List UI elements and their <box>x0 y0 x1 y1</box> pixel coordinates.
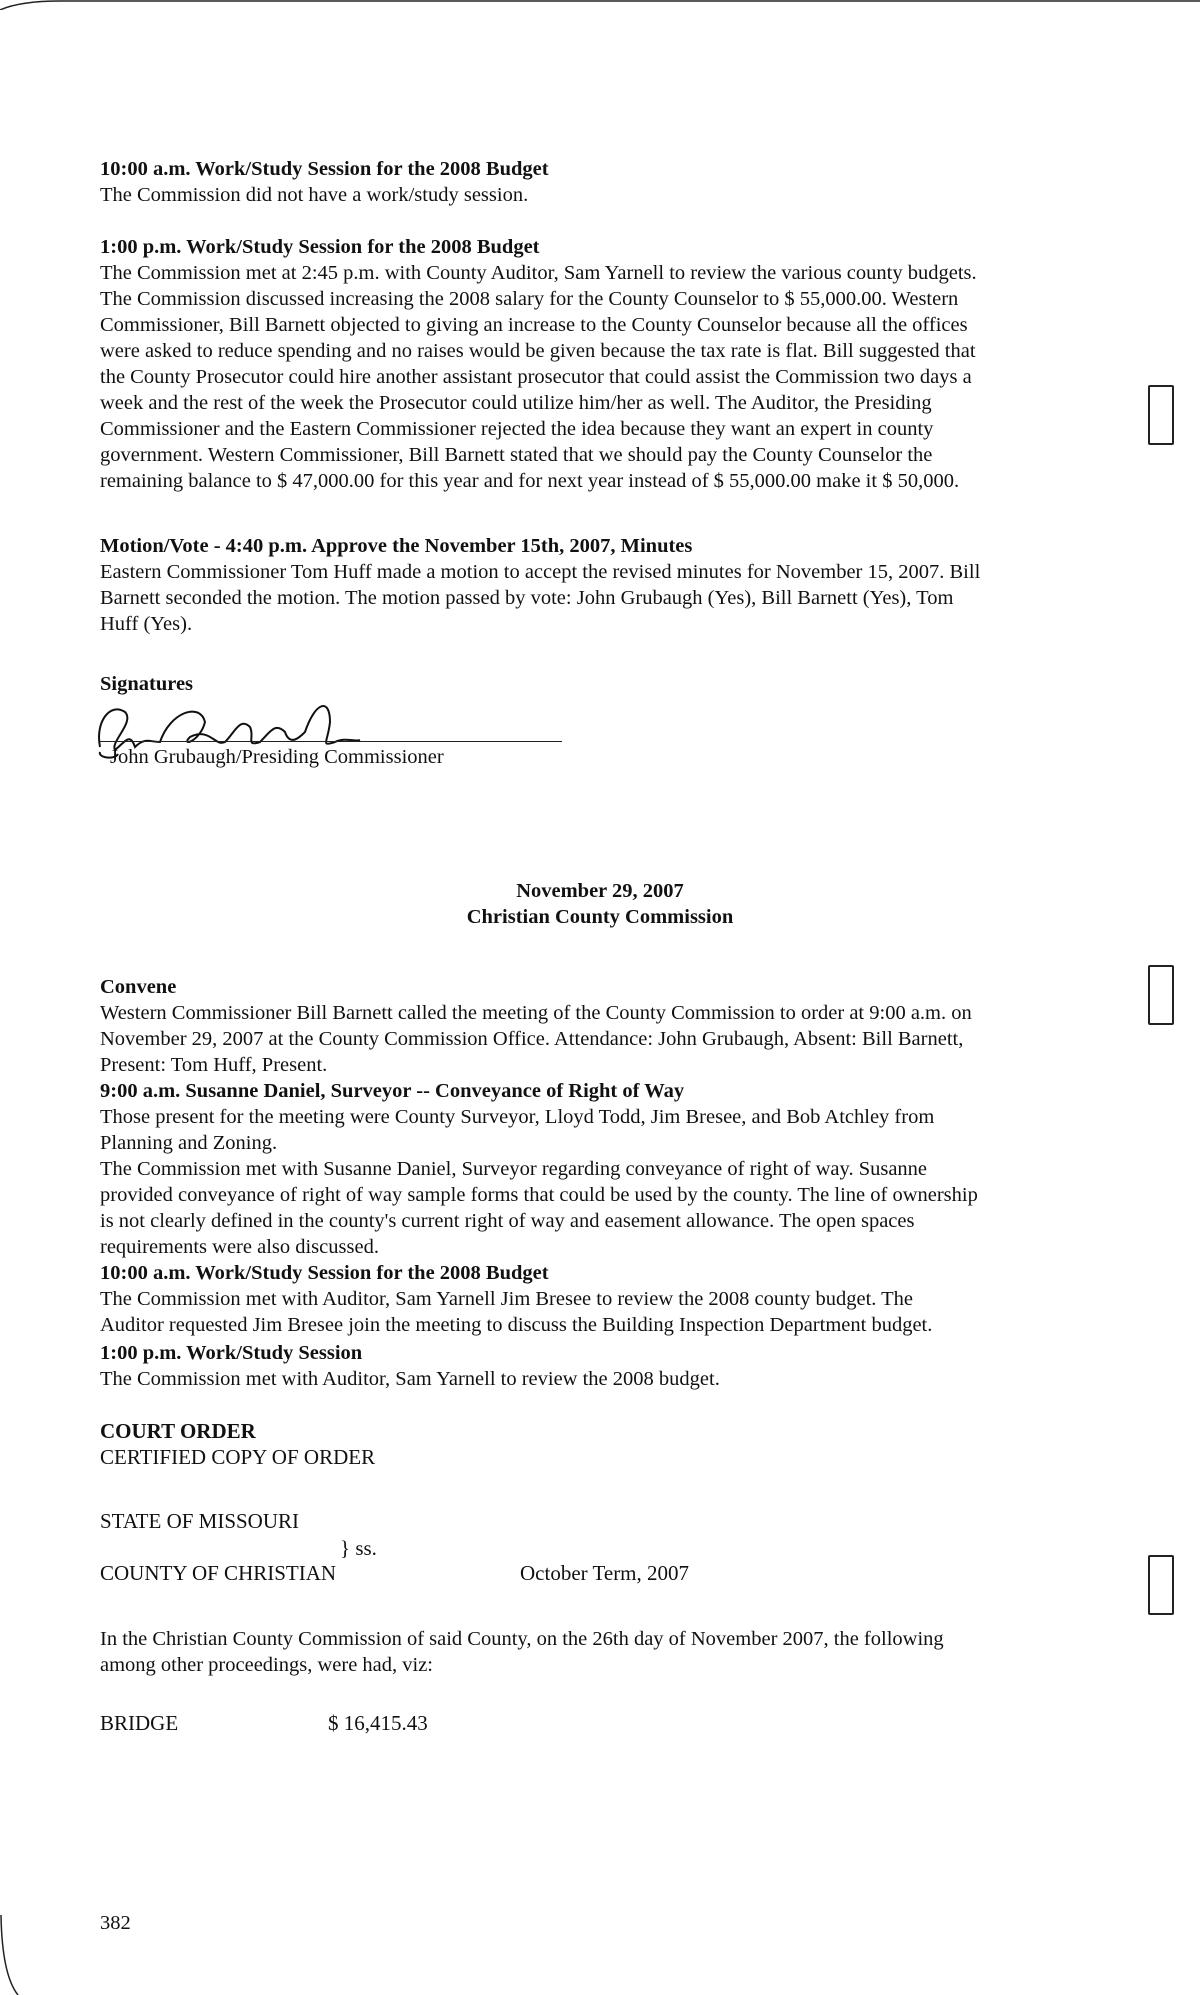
ss-label: } ss. <box>340 1536 377 1560</box>
section-heading: Convene <box>100 976 177 998</box>
margin-box <box>1148 1555 1174 1615</box>
section-heading: 10:00 a.m. Work/Study Session for the 2008 Budget <box>100 158 549 180</box>
meeting-body-name: Christian County Commission <box>466 906 734 928</box>
section-motion-vote <box>100 533 1100 637</box>
margin-box <box>1148 965 1174 1025</box>
section-heading: 9:00 a.m. Susanne Daniel, Surveyor -- Conveyance of Right of Way <box>100 1080 685 1102</box>
bridge-item-amount: $ 16,415.43 <box>328 1711 428 1735</box>
court-order-subheading: CERTIFIED COPY OF ORDER <box>100 1445 376 1469</box>
section-body: The Commission met with Auditor, Sam Yarnell to review the 2008 budget. <box>100 1368 720 1390</box>
section-body: Those present for the meeting were County Surveyor, Lloyd Todd, Jim Bresee, and Bob Atchley from Planning and Zoning. The Commission met with Susanne Daniel, Surveyor regarding conveyance of right of way. Susanne provided conveyance of right of way sample forms that could be used by the county. The line of ownership is not clearly defined in the county's current right of way and easement allowance. The open spaces requirements were also discussed. <box>100 1106 978 1258</box>
page-number: 382 <box>100 1912 131 1934</box>
section-am-budget <box>100 1260 1100 1338</box>
section-body: Western Commissioner Bill Barnett called the meeting of the County Commission to order at 9:00 a.m. on November 29, 2007 at the County Commission Office. Attendance: John Grubaugh, Absent: Bill Barnett, Present: Tom Huff, Present. <box>100 1002 972 1076</box>
section-body: The Commission met with Auditor, Sam Yarnell Jim Bresee to review the 2008 county budget. The Auditor requested Jim Bresee join the meeting to discuss the Building Inspection Department budget. <box>100 1288 933 1336</box>
section-surveyor <box>100 1078 1100 1260</box>
section-body: The Commission did not have a work/study session. <box>100 184 529 206</box>
court-order-heading: COURT ORDER <box>100 1419 256 1443</box>
section-body: Eastern Commissioner Tom Huff made a motion to accept the revised minutes for November 15, 2007. Bill Barnett seconded the motion. The motion passed by vote: John Grubaugh (Yes), Bill Barnett (Yes), Tom Huff (Yes). <box>100 561 981 635</box>
section-convene <box>100 974 1100 1078</box>
scan-edge-top <box>0 0 1200 10</box>
proceedings-text: In the Christian County Commission of said County, on the 26th day of November 2007, the following among other proceedings, were had, viz: <box>100 1628 944 1676</box>
bridge-item-label: BRIDGE <box>100 1711 179 1735</box>
section-body: The Commission met at 2:45 p.m. with County Auditor, Sam Yarnell to review the various county budgets. The Commission discussed increasing the 2008 salary for the County Counselor to $ 55,000.00. Western Commissioner, Bill Barnett objected to giving an increase to the County Counselor because all the offices were asked to reduce spending and no raises would be given because the tax rate is flat. Bill suggested that the County Prosecutor could hire another assistant prosecutor that could assist the Commission two days a week and the rest of the week the Prosecutor could utilize him/her as well. The Auditor, the Presiding Commissioner and the Eastern Commissioner rejected the idea because they want an expert in county government. Western Commissioner, Bill Barnett stated that we should pay the County Counselor the remaining balance to $ 47,000.00 for this year and for next year instead of $ 55,000.00 make it $ 50,000. <box>100 262 977 492</box>
county-label: COUNTY OF CHRISTIAN <box>100 1561 337 1585</box>
section-am-work-study <box>100 156 1100 208</box>
section-heading: 10:00 a.m. Work/Study Session for the 2008 Budget <box>100 1262 549 1284</box>
term-label: October Term, 2007 <box>520 1561 690 1585</box>
margin-box <box>1148 385 1174 445</box>
court-order <box>100 1418 1100 1470</box>
section-pm-session <box>100 1340 1100 1392</box>
meeting-date: November 29, 2007 <box>516 880 684 902</box>
state-label: STATE OF MISSOURI <box>100 1509 300 1533</box>
section-heading: 1:00 p.m. Work/Study Session <box>100 1342 363 1364</box>
section-pm-work-study <box>100 234 1100 494</box>
scan-edge-left <box>0 1915 20 1995</box>
signatures-heading: Signatures <box>100 673 194 695</box>
signature-line <box>100 741 562 742</box>
section-heading: Motion/Vote - 4:40 p.m. Approve the November 15th, 2007, Minutes <box>100 535 693 557</box>
section-heading: 1:00 p.m. Work/Study Session for the 2008 Budget <box>100 236 540 258</box>
signature-caption: John Grubaugh/Presiding Commissioner <box>110 746 444 768</box>
meeting-header <box>100 878 1100 930</box>
